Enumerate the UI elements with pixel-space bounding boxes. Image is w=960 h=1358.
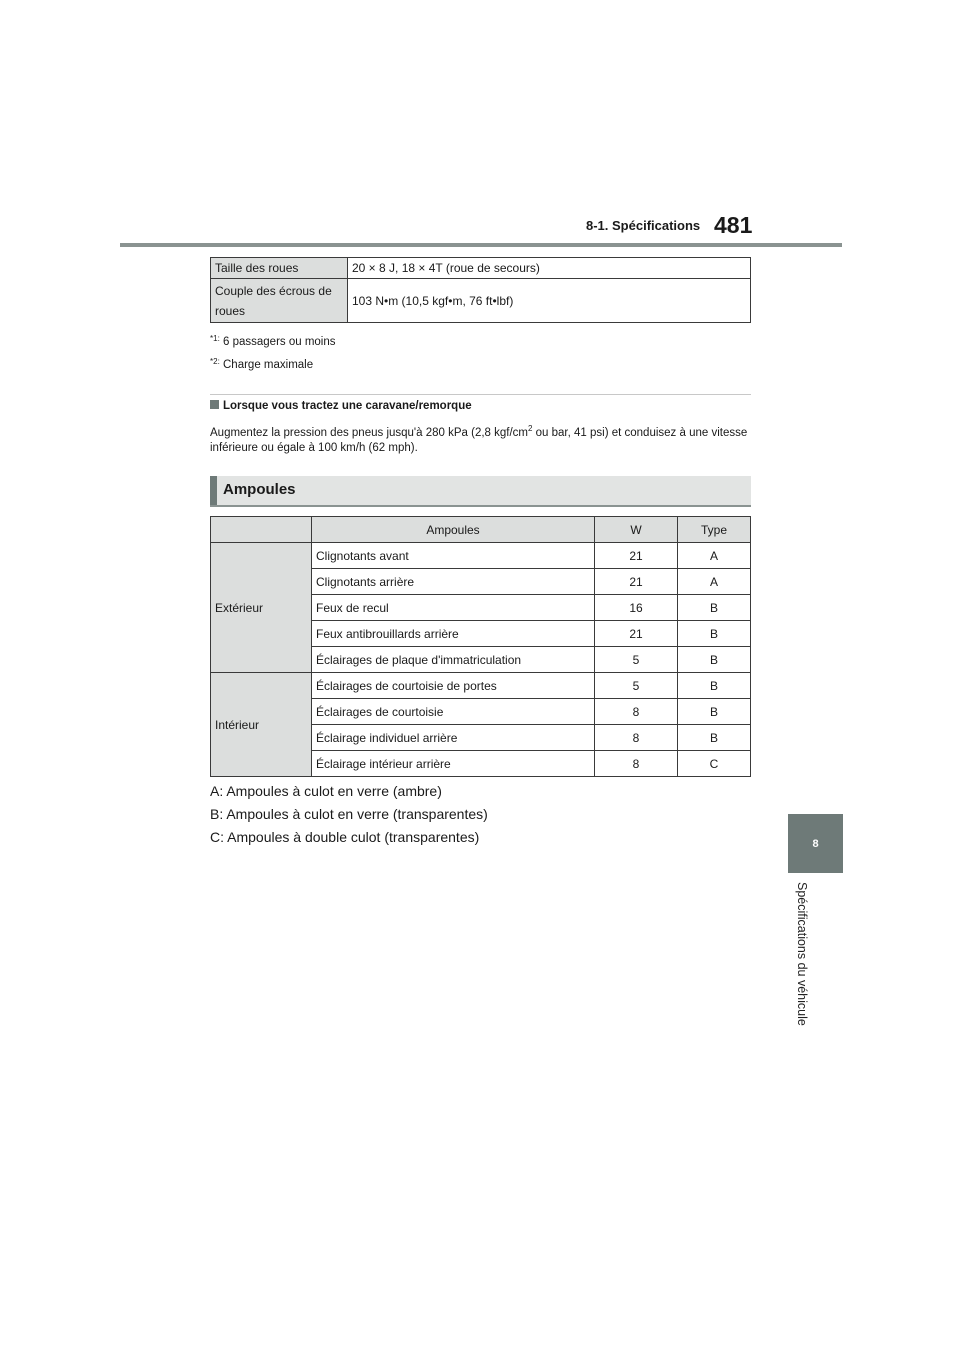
ampoules-section-header: [210, 476, 751, 507]
table-header-row: [211, 517, 751, 543]
bulb-type: A: [678, 543, 751, 569]
section-divider: [210, 394, 751, 395]
chapter-number: 8: [812, 837, 819, 850]
legend-line: B: Ampoules à culot en verre (transparentes): [210, 806, 488, 822]
section-marker: [210, 476, 217, 505]
bulb-wattage: 21: [595, 543, 678, 569]
bulb-name: Éclairage individuel arrière: [312, 725, 595, 751]
group-label: Intérieur: [211, 673, 312, 777]
label-line: roues: [215, 303, 246, 318]
bulb-table: [210, 516, 751, 777]
table-cell-value: 20 × 8 J, 18 × 4T (roue de secours): [348, 258, 751, 279]
footnote-text: Charge maximale: [223, 359, 314, 371]
bulb-name: Éclairage intérieur arrière: [312, 751, 595, 777]
footnote-mark: *1:: [210, 334, 220, 343]
legend-line: C: Ampoules à double culot (transparentes): [210, 829, 480, 845]
chapter-side-label: Spécifications du véhicule: [795, 882, 809, 1026]
bulb-type: C: [678, 751, 751, 777]
superscript: 2: [528, 424, 533, 433]
bulb-wattage: 5: [595, 673, 678, 699]
table-row: [211, 279, 751, 323]
wheel-spec-table: [210, 257, 751, 323]
column-header: W: [595, 517, 678, 543]
square-bullet-icon: [210, 400, 219, 409]
bulb-wattage: 8: [595, 699, 678, 725]
bulb-type: B: [678, 673, 751, 699]
group-label: Extérieur: [211, 543, 312, 673]
bulb-name: Clignotants arrière: [312, 569, 595, 595]
table-cell-label: Taille des roues: [211, 258, 348, 279]
table-row: [211, 543, 751, 569]
footnote: [210, 359, 313, 371]
bulb-name: Éclairages de plaque d'immatriculation: [312, 647, 595, 673]
towing-heading-text: Lorsque vous tractez une caravane/remorque: [223, 400, 472, 412]
table-cell-value: 103 N•m (10,5 kgf•m, 76 ft•lbf): [348, 279, 751, 323]
bulb-name: Éclairages de courtoisie: [312, 699, 595, 725]
bulb-wattage: 8: [595, 725, 678, 751]
towing-text: [210, 421, 755, 456]
bulb-type: B: [678, 647, 751, 673]
bulb-wattage: 21: [595, 569, 678, 595]
bulb-type: B: [678, 621, 751, 647]
footnote-text: 6 passagers ou moins: [223, 336, 336, 348]
bulb-type: A: [678, 569, 751, 595]
table-cell-label: [211, 279, 348, 323]
bulb-name: Clignotants avant: [312, 543, 595, 569]
towing-heading: [210, 400, 472, 412]
bulb-wattage: 21: [595, 621, 678, 647]
column-header: Type: [678, 517, 751, 543]
column-header: [211, 517, 312, 543]
bulb-wattage: 5: [595, 647, 678, 673]
bulb-name: Feux antibrouillards arrière: [312, 621, 595, 647]
page-number: 481: [714, 212, 753, 238]
bulb-type: B: [678, 699, 751, 725]
towing-text-part: Augmentez la pression des pneus jusqu'à 280 kPa (2,8 kgf/cm: [210, 426, 528, 439]
column-header: Ampoules: [312, 517, 595, 543]
bulb-type: B: [678, 595, 751, 621]
table-row: [211, 258, 751, 279]
label-line: Couple des écrous de: [215, 283, 332, 298]
header-divider: [120, 243, 842, 247]
bulb-name: Feux de recul: [312, 595, 595, 621]
chapter-tab[interactable]: [788, 814, 843, 873]
legend-line: A: Ampoules à culot en verre (ambre): [210, 783, 442, 799]
footnote: [210, 336, 336, 348]
footnote-mark: *2:: [210, 357, 220, 366]
bulb-wattage: 8: [595, 751, 678, 777]
bulb-type: B: [678, 725, 751, 751]
section-heading: Ampoules: [223, 481, 296, 498]
towing-text-part: ou bar, 41 psi) et conduisez à une vitesse inférieure ou égale à 100 km/h (62 mph).: [210, 426, 748, 454]
bulb-name: Éclairages de courtoisie de portes: [312, 673, 595, 699]
section-title: 8-1. Spécifications: [586, 218, 701, 233]
table-row: [211, 673, 751, 699]
bulb-wattage: 16: [595, 595, 678, 621]
